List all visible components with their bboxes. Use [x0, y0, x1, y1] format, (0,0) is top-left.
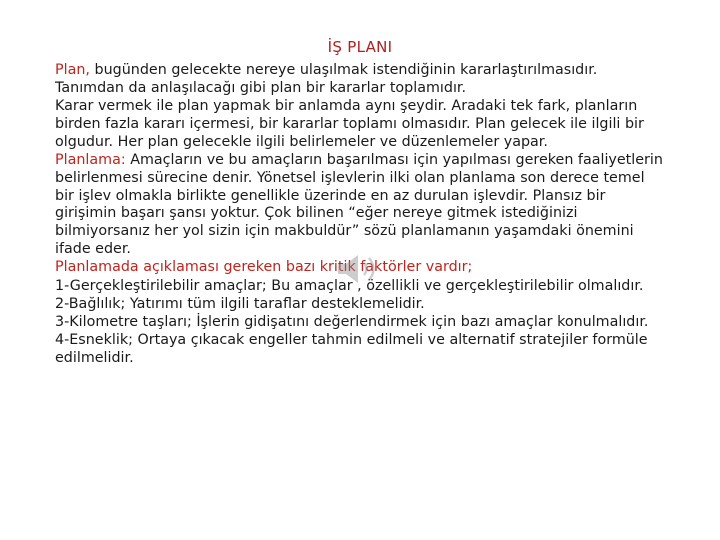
paragraph-planning-definition: [55, 152, 667, 259]
paragraph-text: Karar vermek ile plan yapmak bir anlamda aynı şeydir. Aradaki tek fark, planların birden fazla kararı içermesi, bir kararlar toplamı olmasıdır. Plan gelecek ile ilgili bir olgudur. Her plan gelecekle ilgili belirlemeler ve düzenlemeler yapar.: [55, 98, 644, 150]
factor-text: 4-Esneklik; Ortaya çıkacak engeller tahmin edilmeli ve alternatif stratejiler formüle edilmelidir.: [55, 332, 648, 367]
paragraph-decision-and-plan: [55, 98, 667, 151]
term-plan: Plan,: [55, 62, 90, 78]
speaker-body: [338, 255, 358, 283]
factor-text: 3-Kilometre taşları; İşlerin gidişatını değerlendirmek için bazı amaçlar konulmalıdır.: [55, 314, 649, 331]
sound-wave-inner: [364, 263, 367, 275]
speaker-icon[interactable]: [334, 252, 384, 286]
slide-body: [55, 62, 667, 369]
term-planlama: Planlama:: [55, 151, 126, 168]
factor-text: 2-Bağlılık; Yatırımı tüm ilgili taraflar desteklemelidir.: [55, 295, 425, 312]
paragraph-text: Amaçların ve bu amaçların başarılması için yapılması gereken faaliyetlerin belirlenmesi sürecine denir. Yönetsel işlevlerin ilki olan planlama son derece temel bir işlev olmakla birlikte genellikle üzerinde en az durulan işlevdir. Plansız bir girişimin başarı şansı yoktur. Çok bilinen “eğer nereye gitmek istediğinizi bilmiyorsanız her yol sizin için makbuldür” sözü planlamanın yaşamdaki önemini ifade eder.: [55, 151, 663, 257]
factor-item-3: [55, 314, 667, 332]
critical-factors-heading-text: Planlamada açıklaması gereken bazı kritik faktörler vardır;: [55, 259, 473, 276]
paragraph-text: bugünden gelecekte nereye ulaşılmak istendiğinin kararlaştırılmasıdır. Tanımdan da anlaşılacağı gibi plan bir kararlar toplamıdır.: [55, 62, 598, 96]
factor-item-4: [55, 332, 667, 368]
slide-title: İŞ PLANI: [327, 38, 393, 56]
sound-wave-outer: [369, 258, 374, 280]
factor-item-2: [55, 296, 667, 314]
paragraph-plan-definition: [55, 62, 667, 98]
factor-text: 1-Gerçekleştirilebilir amaçlar; Bu amaçlar , özellikli ve gerçekleştirilebilir olmalıdır.: [55, 277, 644, 294]
